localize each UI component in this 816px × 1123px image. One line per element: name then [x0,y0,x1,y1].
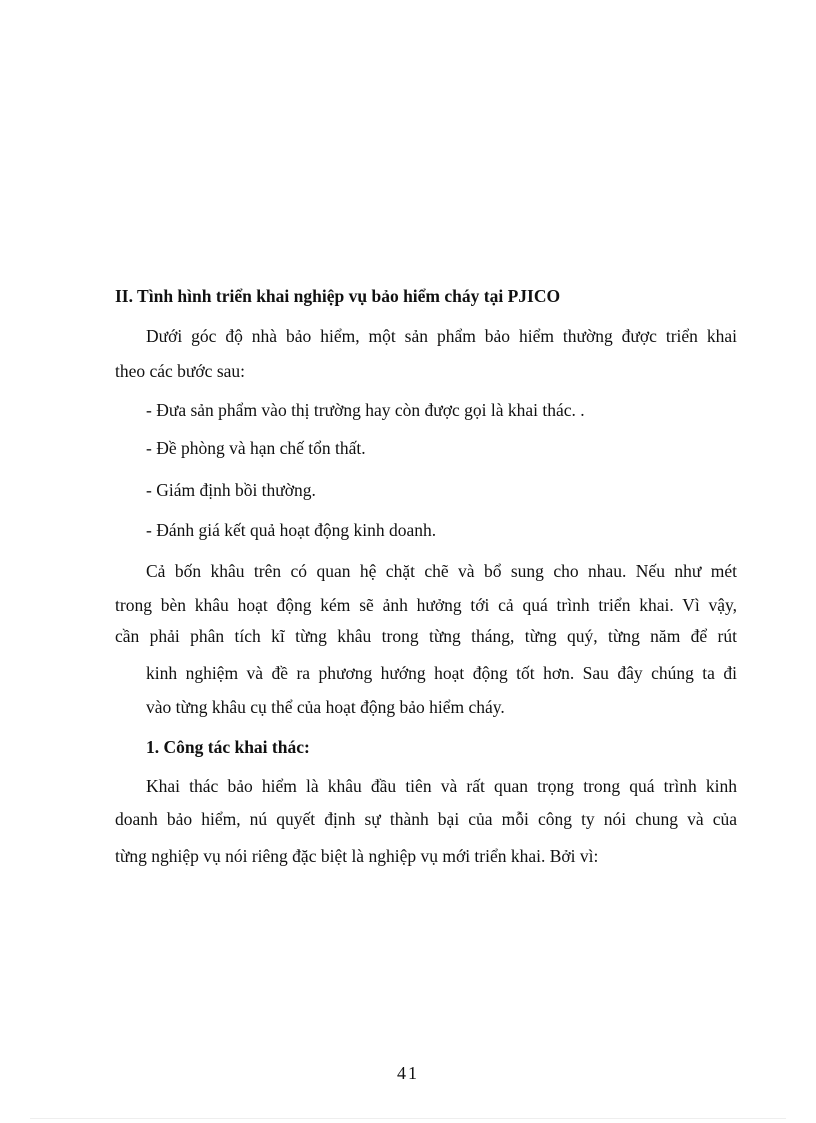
step-item-3: - Giám định bồi thường. [146,480,316,500]
step-item-1: - Đưa sản phẩm vào thị trường hay còn được gọi là khai thác. . [146,400,585,420]
relation-line-4: kinh nghiệm và đề ra phương hướng hoạt động tốt hơn. Sau đây chúng ta đi [146,663,737,683]
relation-line-3: cần phải phân tích kĩ từng khâu trong từng tháng, từng quý, từng năm để rút [115,626,737,646]
relation-line-2: trong bèn khâu hoạt động kém sẽ ảnh hưởng tới cả quá trình triển khai. Vì vậy, [115,595,737,615]
step-item-4: - Đánh giá kết quả hoạt động kinh doanh. [146,520,437,540]
exploitation-line-3: từng nghiệp vụ nói riêng đặc biệt là nghiệp vụ mới triển khai. Bởi vì: [115,846,599,866]
intro-line-2: theo các bước sau: [115,361,246,381]
intro-line-1: Dưới góc độ nhà bảo hiểm, một sản phẩm bảo hiểm thường được triển khai [146,326,737,346]
relation-line-1: Cả bốn khâu trên có quan hệ chặt chẽ và bổ sung cho nhau. Nếu như mét [146,561,737,581]
relation-line-5: vào từng khâu cụ thể của hoạt động bảo hiểm cháy. [146,697,505,717]
section-heading: II. Tình hình triển khai nghiệp vụ bảo hiểm cháy tại PJICO [115,286,561,306]
step-item-2: - Đề phòng và hạn chế tổn thất. [146,438,366,458]
exploitation-line-2: doanh bảo hiểm, nú quyết định sự thành bại của mỗi công ty nói chung và của [115,809,737,829]
exploitation-line-1: Khai thác bảo hiểm là khâu đầu tiên và rất quan trọng trong quá trình kinh [146,776,737,796]
subsection-heading: 1. Công tác khai thác: [146,737,310,757]
page-number: 41 [397,1063,419,1083]
page-bottom-divider [30,1118,786,1119]
